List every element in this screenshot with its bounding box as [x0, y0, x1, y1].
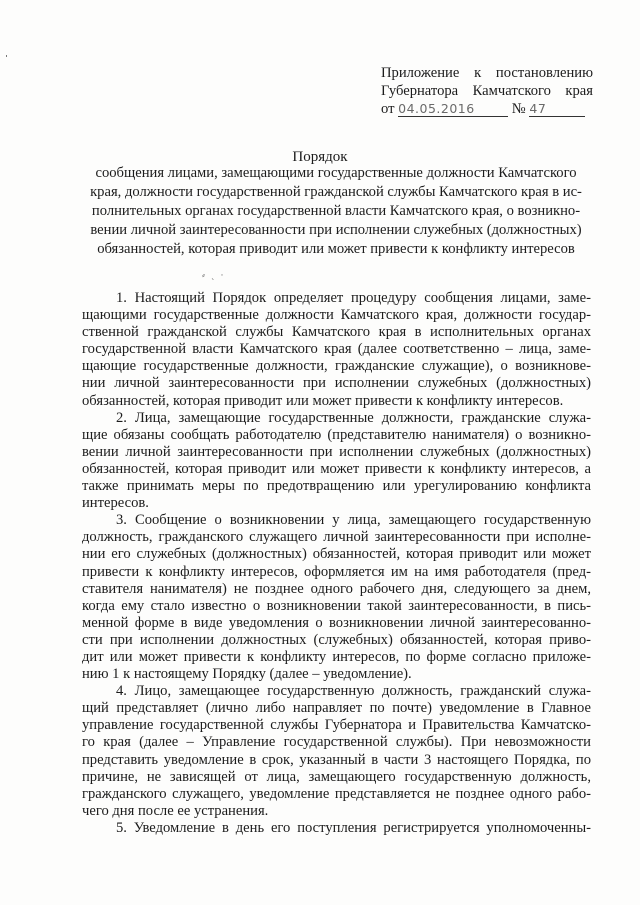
paragraph-line: нию 1 к настоящему Порядку (далее – уведомление).: [82, 666, 412, 683]
paragraph-line: привести к конфликту интересов, оформляется им на имя работодателя (пред-: [82, 563, 591, 580]
decree-date: 04.05.2016: [398, 101, 508, 117]
paragraph-line: управление государственной службы Губернатора и Правительства Камчатско-: [82, 717, 591, 734]
scan-mark: [6, 55, 7, 57]
paragraph-line: щий представляет (лично либо направляет по почте) уведомление в Главное: [82, 700, 591, 717]
paragraph-line: менной форме в виде уведомления о возникновении личной заинтересованно-: [82, 614, 591, 631]
paragraph-line: обязанностей, которая приводит или может привести к конфликту интересов.: [82, 392, 564, 409]
paragraph-line: гражданского служащего, уведомление представляется не позднее одного рабо-: [82, 785, 591, 802]
scan-artifact: ⸗ ˎ ·: [202, 270, 226, 280]
document-title: Порядок: [292, 149, 348, 165]
paragraph-line: щающие государственные должности, гражданские служащие), о возникнове-: [82, 358, 591, 375]
paragraph-line: обязанностей, которая приводит или может привести к конфликту интересов, а: [82, 460, 591, 477]
paragraph-start-line: 3. Сообщение о возникновении у лица, замещающего государственную: [116, 512, 591, 529]
paragraph-line: ставителя нанимателя) не позднее одного рабочего дня, следующего за днем,: [82, 580, 591, 597]
paragraph-line: вении личной заинтересованности при исполнении служебных (должностных): [82, 443, 591, 460]
attachment-line-1: Приложение к постановлению: [381, 65, 593, 81]
decree-number: 47: [529, 101, 585, 117]
subtitle-line: сообщения лицами, замещающими государственные должности Камчатского: [95, 165, 577, 181]
subtitle-line: полнительных органах государственной власти Камчатского края, о возникно-: [91, 203, 581, 219]
paragraph-start-line: 4. Лицо, замещающее государственную должность, гражданский служа-: [116, 683, 591, 700]
paragraph-line: должность, гражданского служащего личной заинтересованности при исполне-: [82, 529, 591, 546]
subtitle-line: вении личной заинтересованности при исполнении служебных (должностных): [90, 222, 582, 238]
number-prefix: №: [511, 101, 526, 117]
paragraph-line: нии его служебных (должностных) обязанностей, которая приводит или может: [82, 546, 591, 563]
attachment-line-2: Губернатора Камчатского края: [381, 83, 593, 99]
paragraph-start-line: 1. Настоящий Порядок определяет процедуру сообщения лицами, заме-: [116, 290, 591, 306]
paragraph-line: щающими государственные должности Камчатского края, должности государ-: [82, 307, 591, 324]
date-prefix: от: [381, 101, 395, 117]
paragraph-line: когда ему стало известно о возникновении такой заинтересованности, в пись-: [82, 597, 591, 614]
paragraph-line: щие обязаны сообщать работодателю (представителю нанимателя) о возникно-: [82, 426, 591, 443]
paragraph-line: ственной гражданской службы Камчатского края в исполнительных органах: [82, 324, 591, 341]
paragraph-line: го края (далее – Управление государственной службы). При невозможности: [82, 734, 591, 751]
subtitle-line: края, должности государственной гражданской службы Камчатского края в ис-: [90, 184, 582, 200]
subtitle-line: обязанностей, которая приводит или может привести к конфликту интересов: [97, 241, 575, 257]
attachment-header: [381, 64, 593, 118]
paragraph-line: государственной власти Камчатского края (далее соответственно – лица, заме-: [82, 341, 591, 358]
paragraph-line: нии личной заинтересованности при исполнении служебных (должностных): [82, 375, 591, 392]
paragraph-line: дит или может привести к конфликту интересов, по форме согласно приложе-: [82, 648, 591, 665]
paragraph-line: причине, не зависящей от лица, замещающего государственную должность,: [82, 768, 591, 785]
paragraph-line: представить уведомление в срок, указанный в части 3 настоящего Порядка, по: [82, 751, 591, 768]
attachment-date-line: [381, 100, 593, 118]
paragraph-start-line: 2. Лица, замещающие государственные должности, гражданские служа-: [116, 409, 591, 426]
paragraph-start-line: 5. Уведомление в день его поступления регистрируется уполномоченны-: [116, 819, 591, 836]
paragraph-line: сти при исполнении должностных (служебных) обязанностей, которая приво-: [82, 631, 591, 648]
paragraph-line: также принимать меры по предотвращению или урегулированию конфликта: [82, 478, 591, 495]
document-subtitle: [82, 164, 590, 259]
paragraph-line: интересов.: [82, 495, 149, 512]
paragraph-line: чего дня после ее устранения.: [82, 802, 269, 819]
document-body: [82, 290, 591, 837]
